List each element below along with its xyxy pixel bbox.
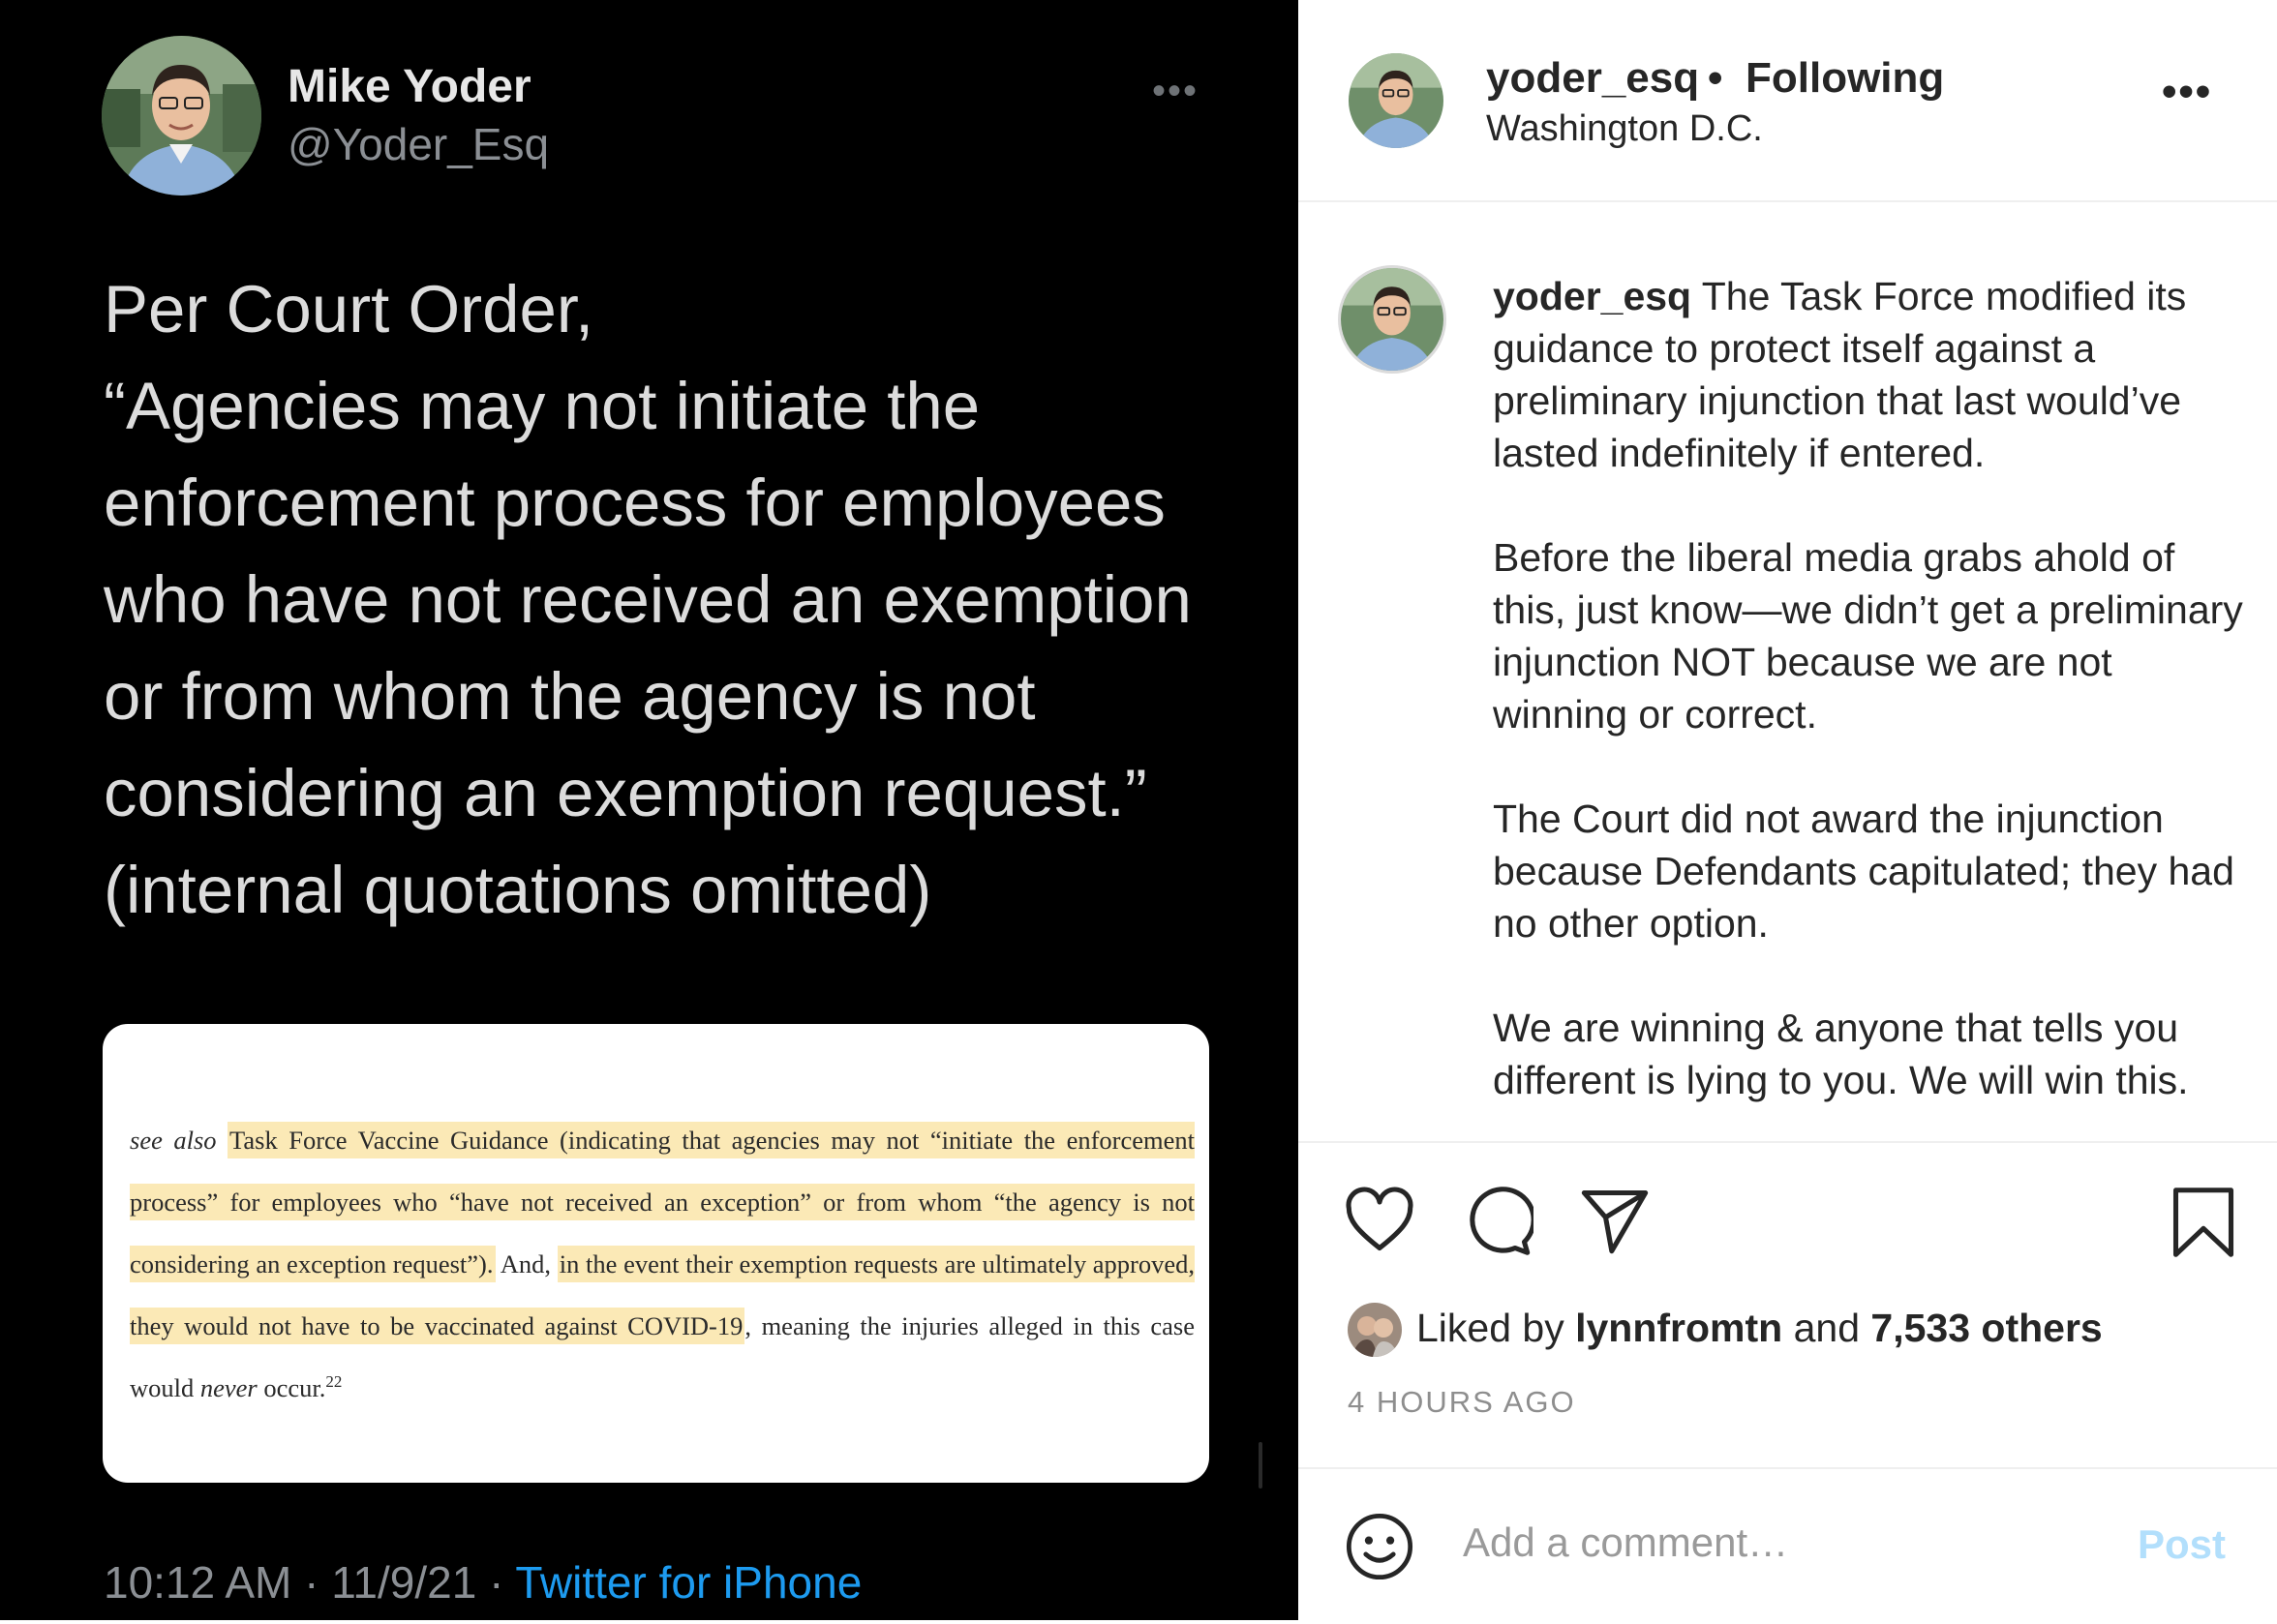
excerpt-see-also: see also bbox=[130, 1126, 217, 1155]
heart-icon[interactable] bbox=[1343, 1184, 1416, 1257]
tweet-author-name[interactable]: Mike Yoder bbox=[288, 61, 531, 112]
caption-paragraph-3: The Court did not award the injunction because Defendants capitulated; they had no other option. bbox=[1493, 797, 2234, 946]
caption-overflow-mask bbox=[1298, 1128, 2277, 1141]
post-caption-area bbox=[1298, 202, 2277, 1141]
following-button[interactable]: Following bbox=[1746, 54, 1945, 102]
post-timestamp[interactable]: 4 HOURS AGO bbox=[1348, 1385, 1576, 1419]
tweet-metadata bbox=[104, 1556, 862, 1609]
excerpt-text-2: , meaning the injuries alleged in this case would bbox=[130, 1311, 1195, 1402]
excerpt-highlight-1: Task Force Vaccine Guidance (indicating that agencies may not “initiate the enforcement process” for employees who “have not received an exception” or from whom “the agency is not considering an exception request”). bbox=[130, 1122, 1195, 1282]
comment-icon[interactable] bbox=[1460, 1184, 1533, 1257]
likes-prefix: Liked by bbox=[1416, 1306, 1576, 1350]
more-options-icon[interactable]: ••• bbox=[2162, 68, 2213, 115]
caption-text bbox=[1493, 270, 2258, 1141]
court-document-excerpt bbox=[130, 1109, 1195, 1419]
tweet-source-link[interactable]: Twitter for iPhone bbox=[515, 1557, 863, 1608]
header-username[interactable]: yoder_esq bbox=[1486, 54, 1700, 102]
liked-by-username[interactable]: lynnfromtn bbox=[1575, 1306, 1783, 1350]
caption-text-1: The Task Force modified its guidance to protect itself against a preliminary injunction that last would’ve lasted indefinitely if entered. bbox=[1493, 274, 2187, 475]
tweet-attachment-image[interactable] bbox=[103, 1024, 1209, 1483]
caption-paragraph-4: We are winning & anyone that tells you different is lying to you. We will win this. bbox=[1493, 1006, 2189, 1102]
comment-bar bbox=[1298, 1467, 2277, 1624]
caption-paragraph-2: Before the liberal media grabs ahold of this, just know—we didn’t get a preliminary injunction NOT because we are not winning or correct. bbox=[1493, 535, 2243, 737]
header-separator: • bbox=[1708, 54, 1723, 102]
excerpt-highlight-2: in the event their exemption requests are ultimately approved, they would not have to be vaccinated against COVID-19 bbox=[130, 1246, 1195, 1344]
tweet-timestamp: 10:12 AM · 11/9/21 · bbox=[104, 1557, 516, 1608]
post-comment-button[interactable]: Post bbox=[2138, 1521, 2227, 1567]
share-icon[interactable] bbox=[1578, 1184, 1652, 1257]
tweet-author-avatar bbox=[102, 36, 261, 195]
comment-input[interactable] bbox=[1463, 1504, 2082, 1581]
excerpt-footnote: 22 bbox=[325, 1372, 343, 1392]
emoji-icon[interactable] bbox=[1343, 1510, 1416, 1583]
post-header bbox=[1298, 0, 2277, 202]
instagram-post-panel bbox=[1298, 0, 2277, 1620]
likes-summary bbox=[1416, 1306, 2103, 1351]
tweet-author-handle[interactable]: @Yoder_Esq bbox=[288, 119, 550, 169]
liked-by-avatar[interactable] bbox=[1348, 1303, 1402, 1357]
tweet-more-icon[interactable]: ••• bbox=[1152, 70, 1199, 112]
excerpt-text-1: And, bbox=[495, 1249, 558, 1278]
excerpt-never: never bbox=[199, 1373, 258, 1402]
likes-middle: and bbox=[1782, 1306, 1871, 1350]
excerpt-text-3: occur. bbox=[257, 1373, 326, 1402]
header-avatar[interactable] bbox=[1349, 53, 1443, 148]
tweet-body-text: Per Court Order, “Agencies may not initiate the enforcement process for employees who have not received an exemption or from whom the agency is not considering an exemption request.” (internal quotations omitted) bbox=[104, 272, 1192, 927]
post-actions-area bbox=[1298, 1141, 2277, 1622]
header-location[interactable]: Washington D.C. bbox=[1486, 108, 1763, 149]
caption-username[interactable]: yoder_esq bbox=[1493, 274, 1692, 318]
likes-others-count[interactable]: 7,533 others bbox=[1870, 1306, 2103, 1350]
caption-paragraph-1 bbox=[1493, 270, 2258, 479]
bookmark-icon[interactable] bbox=[2170, 1186, 2237, 1259]
scroll-indicator bbox=[1259, 1442, 1262, 1489]
caption-avatar[interactable] bbox=[1338, 265, 1446, 374]
